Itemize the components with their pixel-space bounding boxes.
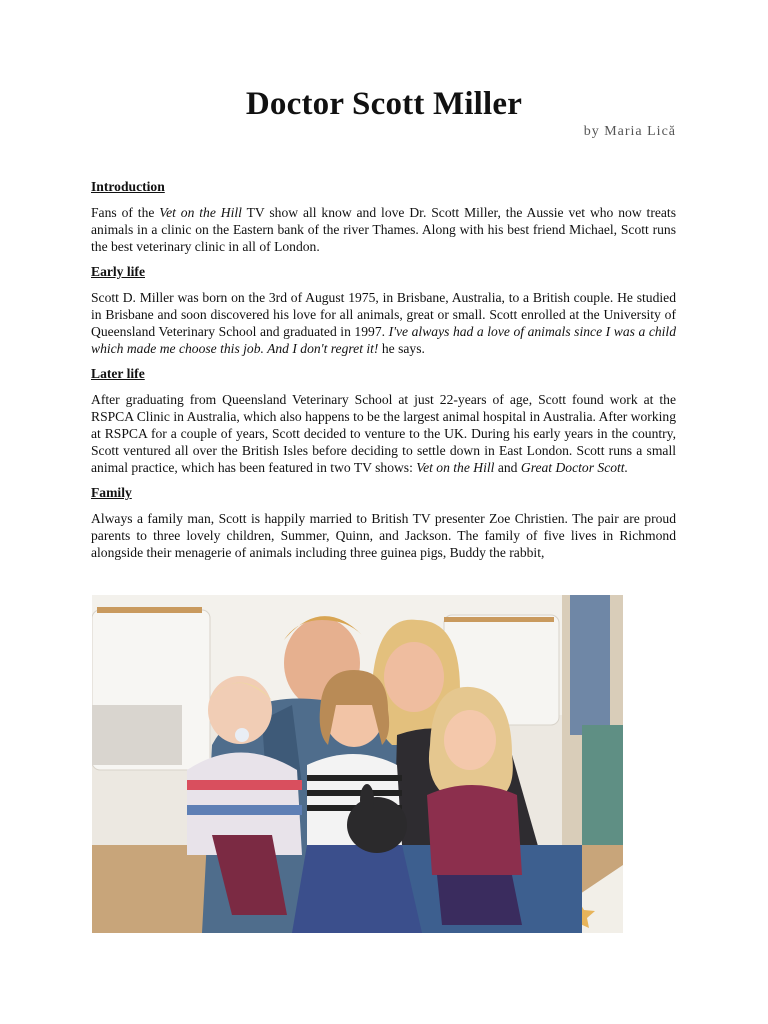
family-photo-illustration [92, 595, 623, 933]
byline: by Maria Lică [583, 124, 676, 139]
page-title: Doctor Scott Miller [245, 86, 523, 122]
family-photo [92, 595, 623, 933]
paragraph-later-life: After graduating from Queensland Veterinary School at just 22-years of age, Scott found work at the RSPCA Clinic in Australia, which also happens to be the largest animal hospital in Australia. After working at RSPCA for a couple of years, Scott decided to venture to the UK. During his early years in the country, Scott ventured all over the British Isles before deciding to settle down in East London. Scott runs a small animal practice, which has been featured in two TV shows: Vet on the Hill and Great Doctor Scott. [91, 392, 676, 475]
paragraph-early-life: Scott D. Miller was born on the 3rd of August 1975, in Brisbane, Australia, to a British couple. He studied in Brisbane and soon discovered his love for all animals, great or small. Scott enrolled at the University of Queensland Veterinary School and graduated in 1997. I've always had a love of animals since I was a child which made me choose this job. And I don't regret it! he says. [91, 290, 676, 356]
article-body [91, 178, 676, 569]
section-heading-family: Family [91, 485, 132, 500]
paragraph-family: Always a family man, Scott is happily married to British TV presenter Zoe Christien. The pair are proud parents to three lovely children, Summer, Quinn, and Jackson. The family of five lives in Richmond alongside their menagerie of animals including three guinea pigs, Buddy the rabbit, [91, 511, 676, 560]
section-heading-early-life: Early life [91, 264, 145, 279]
section-heading-introduction: Introduction [91, 179, 165, 194]
section-heading-later-life: Later life [91, 366, 145, 381]
paragraph-introduction: Fans of the Vet on the Hill TV show all know and love Dr. Scott Miller, the Aussie vet who now treats animals in a clinic on the Eastern bank of the river Thames. Along with his best friend Michael, Scott runs the best veterinary clinic in all of London. [91, 205, 676, 254]
